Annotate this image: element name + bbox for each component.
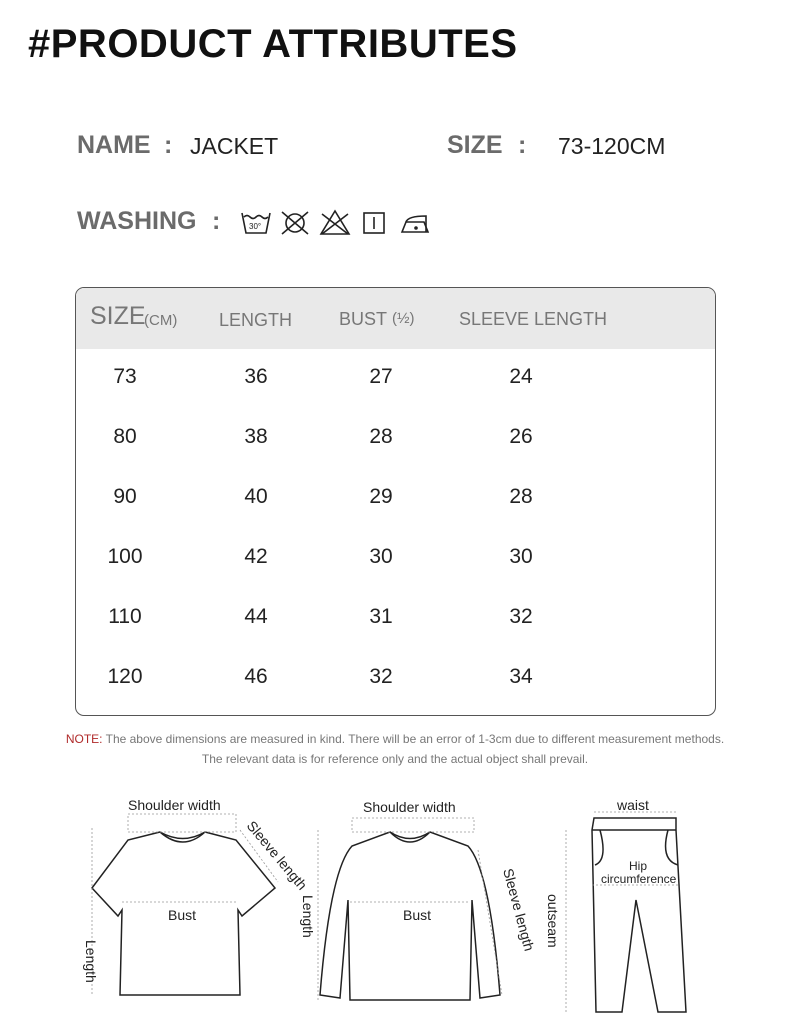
table-cell: 40 (244, 485, 268, 508)
table-cell: 120 (107, 665, 143, 688)
table-cell: 28 (509, 485, 533, 508)
table-cell: 26 (509, 425, 533, 448)
table-cell: 80 (113, 425, 137, 448)
table-cell: 46 (244, 665, 268, 688)
tshirt-shoulder-label: Shoulder width (128, 797, 221, 813)
tshirt-length-label: Length (83, 940, 99, 983)
longsleeve-shoulder-label: Shoulder width (363, 799, 456, 815)
longsleeve-length-label: Length (300, 895, 316, 938)
wash-temp: 30° (249, 222, 262, 231)
header-size: SIZE (90, 302, 146, 330)
colon: : (518, 131, 527, 159)
table-cell: 44 (244, 605, 268, 628)
longsleeve-sleeve-label: Sleeve length (500, 866, 538, 953)
pants-diagram (566, 812, 686, 1012)
header-length: LENGTH (219, 310, 293, 330)
tshirt-bust-label: Bust (168, 907, 197, 923)
no-tumble-dry-icon (282, 212, 308, 234)
table-cell: 90 (113, 485, 137, 508)
longsleeve-bust-label: Bust (403, 907, 432, 923)
note-text: The above dimensions are measured in kind. There will be an error of 1-3cm due to different measurement methods. (105, 732, 725, 746)
pants-outseam-label: outseam (545, 894, 561, 948)
no-bleach-icon (321, 211, 349, 234)
header-bust: BUST (339, 309, 388, 329)
washing-icons (240, 208, 435, 238)
table-cell: 100 (107, 545, 143, 568)
name-value: JACKET (190, 133, 279, 159)
table-cell: 36 (244, 365, 268, 388)
iron-low-icon (402, 216, 428, 232)
table-cell: 34 (509, 665, 533, 688)
colon: : (212, 207, 221, 235)
table-cell: 31 (369, 605, 393, 628)
tshirt-diagram (92, 814, 278, 995)
hang-dry-icon (364, 213, 384, 233)
page-title: #PRODUCT ATTRIBUTES (28, 22, 518, 66)
name-label: NAME (77, 131, 151, 159)
note-label: NOTE: (65, 732, 103, 746)
table-cell: 32 (509, 605, 533, 628)
table-cell: 32 (369, 665, 393, 688)
header-size-unit: (CM) (144, 312, 178, 329)
pants-waist-label: waist (617, 797, 649, 813)
wash-30-icon (242, 213, 270, 233)
table-cell: 73 (113, 365, 137, 388)
pants-circumference-label: circumference (601, 872, 677, 886)
measurement-diagrams (0, 790, 790, 1034)
table-cell: 28 (369, 425, 393, 448)
table-header (76, 288, 715, 349)
note-line-2: The relevant data is for reference only and the actual object shall prevail. (201, 752, 589, 766)
size-value: 73-120CM (558, 133, 666, 159)
header-sleeve-length: SLEEVE LENGTH (459, 309, 608, 329)
size-label: SIZE (447, 131, 503, 159)
table-cell: 30 (369, 545, 393, 568)
table-cell: 29 (369, 485, 393, 508)
colon: : (164, 131, 173, 159)
table-cell: 42 (244, 545, 268, 568)
table-cell: 27 (369, 365, 393, 388)
table-cell: 38 (244, 425, 268, 448)
washing-label: WASHING (77, 207, 197, 235)
pants-hip-label: Hip (629, 859, 648, 873)
header-bust-unit: (½) (392, 310, 415, 327)
size-table (75, 287, 716, 716)
note-line-1 (0, 732, 790, 746)
tshirt-sleeve-label: Sleeve length (243, 817, 311, 893)
table-cell: 110 (108, 605, 142, 628)
table-cell: 30 (509, 545, 533, 568)
table-cell: 24 (509, 365, 533, 388)
